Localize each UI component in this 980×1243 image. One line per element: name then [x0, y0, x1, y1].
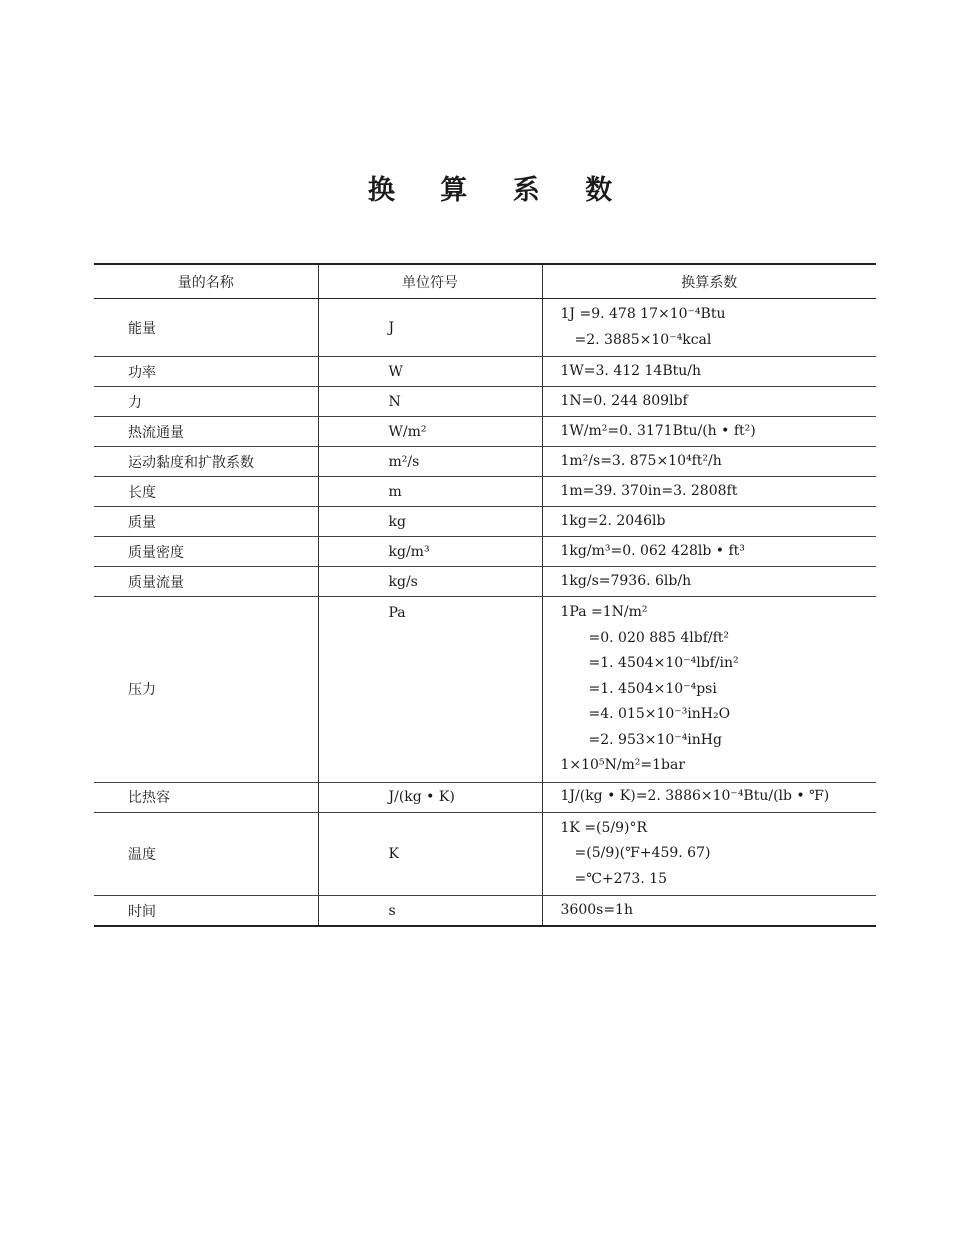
quantity-name: 力: [94, 387, 318, 417]
conversion-line: =2. 3885×10⁻⁴kcal: [574, 331, 712, 348]
table-row: [94, 896, 876, 927]
conversion-factor: [542, 896, 876, 927]
conversion-line: 1J =9. 478 17×10⁻⁴Btu: [560, 306, 726, 322]
conversion-line: =(5/9)(℉+459. 67): [574, 845, 711, 861]
table-row: [94, 357, 876, 387]
conversion-line: =1. 4504×10⁻⁴lbf/in²: [588, 655, 739, 671]
conversion-factor: [542, 812, 876, 896]
conversion-factor: [542, 567, 876, 597]
table-row: [94, 812, 876, 896]
conversion-line: 1K =(5/9)°R: [560, 819, 648, 836]
unit-symbol: K: [318, 812, 542, 896]
quantity-name: 时间: [94, 896, 318, 927]
conversion-factor: [542, 537, 876, 567]
table-row: [94, 507, 876, 537]
unit-symbol: kg: [318, 507, 542, 537]
page-title: 换 算 系 数: [367, 175, 631, 206]
unit-symbol: kg/m³: [318, 537, 542, 567]
conversion-line: =0. 020 885 4lbf/ft²: [588, 629, 730, 646]
conversion-line: 3600s=1h: [560, 901, 633, 918]
conversion-line: 1×10⁵N/m²=1bar: [560, 757, 686, 773]
header-unit-symbol: 单位符号: [318, 264, 542, 299]
conversion-line: 1W=3. 412 14Btu/h: [560, 362, 701, 379]
quantity-name: 质量密度: [94, 537, 318, 567]
unit-symbol: N: [318, 387, 542, 417]
table-row: [94, 477, 876, 507]
quantity-name: 热流通量: [94, 417, 318, 447]
quantity-name: 比热容: [94, 782, 318, 812]
table-row: [94, 299, 876, 357]
unit-symbol: s: [318, 896, 542, 927]
conversion-factor: [542, 507, 876, 537]
conversion-line: =2. 953×10⁻⁴inHg: [588, 731, 722, 748]
quantity-name: 质量: [94, 507, 318, 537]
unit-symbol: kg/s: [318, 567, 542, 597]
conversion-line: 1W/m²=0. 3171Btu/(h • ft²): [560, 422, 756, 439]
conversion-line: 1N=0. 244 809lbf: [560, 392, 688, 409]
unit-symbol: Pa: [318, 597, 542, 783]
conversion-factor: [542, 299, 876, 357]
conversion-table: [94, 263, 876, 927]
unit-symbol: J: [318, 299, 542, 357]
table-row: [94, 537, 876, 567]
table-row: [94, 387, 876, 417]
header-quantity-name: 量的名称: [94, 264, 318, 299]
conversion-factor: [542, 597, 876, 783]
conversion-line: 1kg=2. 2046lb: [560, 512, 666, 529]
conversion-factor: [542, 477, 876, 507]
quantity-name: 长度: [94, 477, 318, 507]
conversion-line: 1Pa =1N/m²: [560, 604, 648, 620]
table-row: [94, 417, 876, 447]
quantity-name: 质量流量: [94, 567, 318, 597]
unit-symbol: m²/s: [318, 447, 542, 477]
conversion-line: =℃+273. 15: [574, 870, 668, 887]
table-row: [94, 567, 876, 597]
conversion-line: 1m=39. 370in=3. 2808ft: [560, 482, 738, 499]
conversion-line: 1kg/s=7936. 6lb/h: [560, 572, 692, 589]
conversion-line: 1J/(kg • K)=2. 3886×10⁻⁴Btu/(lb • ℉): [560, 788, 830, 805]
quantity-name: 运动黏度和扩散系数: [94, 447, 318, 477]
conversion-factor: [542, 417, 876, 447]
conversion-line: 1kg/m³=0. 062 428lb • ft³: [560, 542, 745, 559]
unit-symbol: m: [318, 477, 542, 507]
conversion-factor: [542, 387, 876, 417]
conversion-line: =4. 015×10⁻³inH₂O: [588, 706, 731, 722]
conversion-line: =1. 4504×10⁻⁴psi: [588, 680, 717, 697]
conversion-line: 1m²/s=3. 875×10⁴ft²/h: [560, 452, 722, 469]
table-header-row: [94, 264, 876, 299]
conversion-factor: [542, 782, 876, 812]
quantity-name: 能量: [94, 299, 318, 357]
conversion-factor: [542, 447, 876, 477]
quantity-name: 功率: [94, 357, 318, 387]
table-row: [94, 782, 876, 812]
quantity-name: 温度: [94, 812, 318, 896]
header-conversion-factor: 换算系数: [542, 264, 876, 299]
table-row: [94, 597, 876, 783]
unit-symbol: W: [318, 357, 542, 387]
conversion-factor: [542, 357, 876, 387]
unit-symbol: W/m²: [318, 417, 542, 447]
unit-symbol: J/(kg • K): [318, 782, 542, 812]
table-row: [94, 447, 876, 477]
quantity-name: 压力: [94, 597, 318, 783]
